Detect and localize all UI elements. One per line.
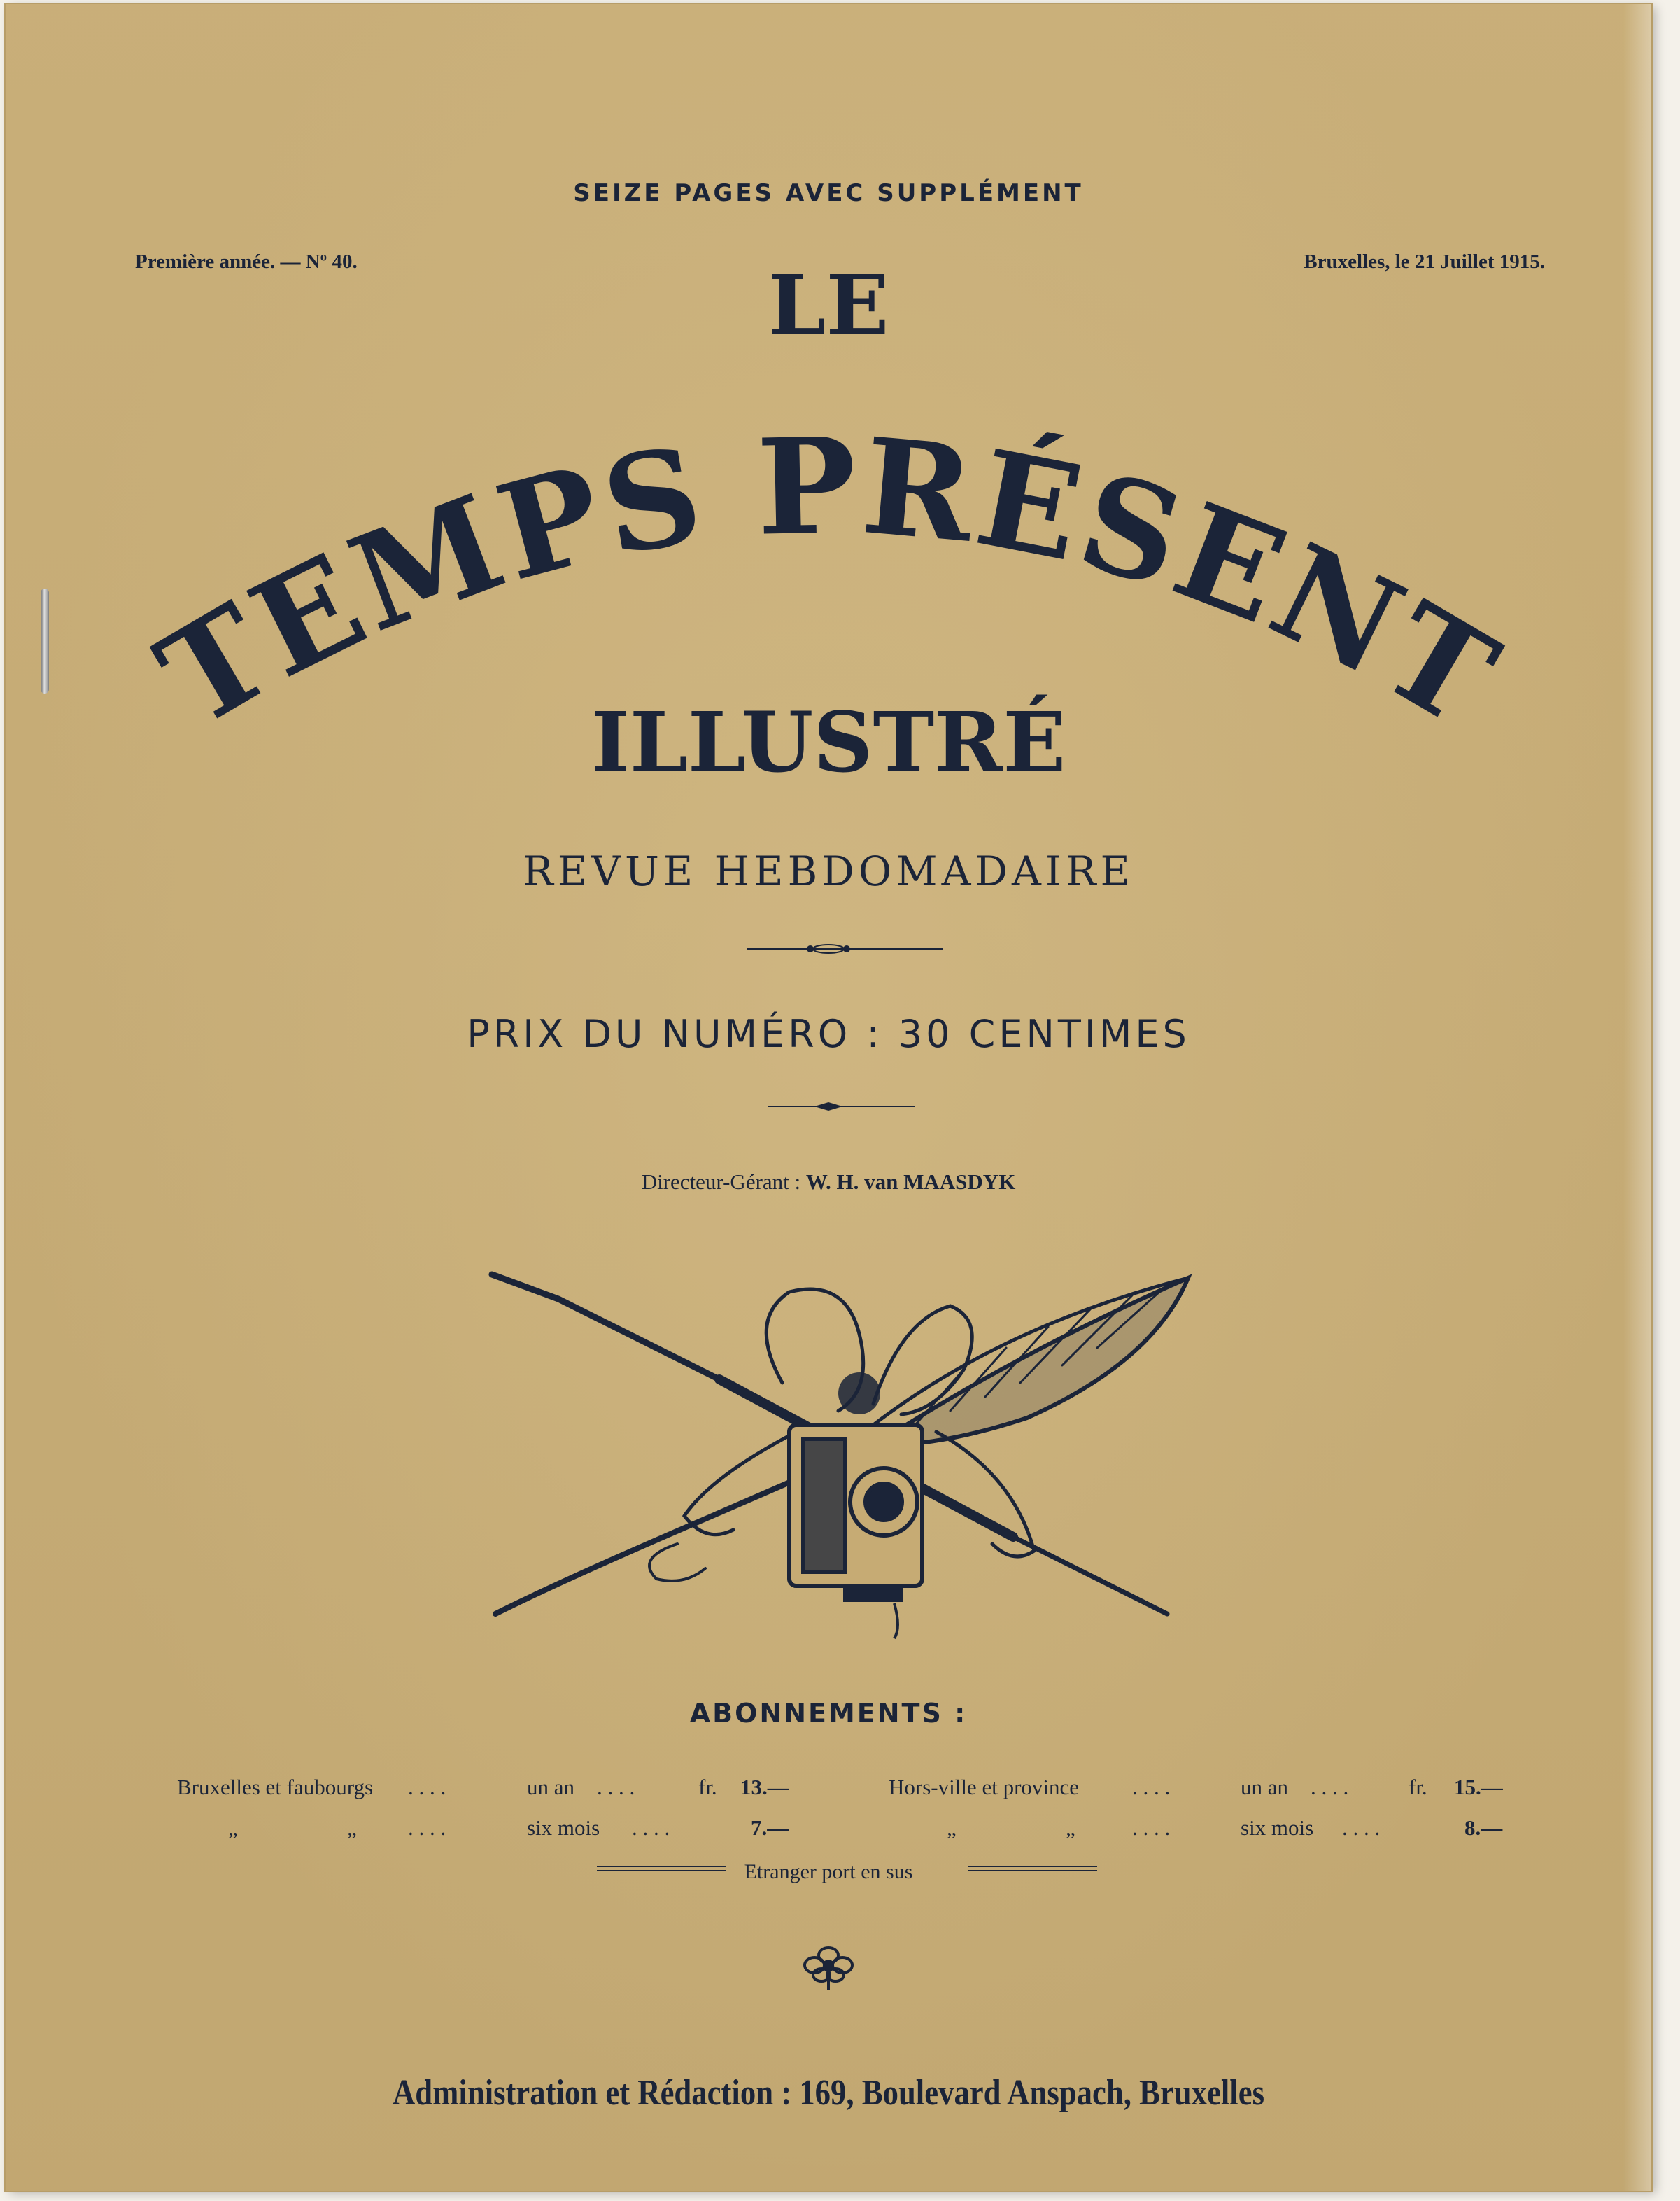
magazine-cover [6,4,1651,2191]
director-name: W. H. van MAASDYK [805,1169,1016,1194]
brussels-ditto-1: „ [228,1815,238,1840]
director-line [6,1169,1651,1195]
province-place: Hors-ville et province [889,1775,1080,1799]
double-rule-right [968,1862,1097,1876]
leader-dots: . . . . [597,1775,635,1799]
administration-address: Administration et Rédaction : 169, Boulevard Anspach, Bruxelles [392,2073,1264,2113]
brussels-year-price: 13.— [740,1775,789,1799]
leader-dots: . . . . [408,1775,446,1799]
leader-dots: . . . . [1342,1815,1381,1840]
title-le: LE [768,256,889,353]
leader-dots: . . . . [408,1815,446,1840]
province-half-price: 8.— [1464,1815,1503,1840]
issue-date: Bruxelles, le 21 Juillet 1915. [1304,251,1545,273]
ornament-divider-small [6,1099,1651,1113]
leader-dots: . . . . [632,1815,670,1840]
brussels-year-label: un an [527,1775,575,1799]
province-year-currency: fr. [1409,1775,1427,1799]
flower-ornament [800,1943,856,1992]
brussels-year-currency: fr. [698,1775,717,1799]
subtitle: REVUE HEBDOMADAIRE [523,848,1134,895]
brussels-half-label: six mois [527,1815,600,1840]
subscriptions-heading: ABONNEMENTS : [689,1698,968,1729]
brussels-half-price: 7.— [751,1815,789,1840]
province-half-label: six mois [1241,1815,1314,1840]
ornament-divider [6,938,1651,959]
province-year-price: 15.— [1454,1775,1503,1799]
title-main: TEMPS PRÉSENT [134,408,1523,758]
pen-quill-camera-vignette [481,1250,1209,1642]
brussels-place: Bruxelles et faubourgs [177,1775,374,1799]
leader-dots: . . . . [1311,1775,1349,1799]
province-ditto-1: „ [947,1815,957,1840]
director-label: Directeur-Gérant : [641,1169,801,1194]
issue-number: Première année. — Nº 40. [135,251,358,273]
foreign-note: Etranger port en sus [744,1860,913,1883]
leader-dots: . . . . [1132,1815,1171,1840]
leader-dots: . . . . [1132,1775,1171,1799]
pages-note: SEIZE PAGES AVEC SUPPLÉMENT [573,179,1084,207]
province-year-label: un an [1241,1775,1289,1799]
brussels-ditto-2: „ [347,1815,357,1840]
province-ditto-2: „ [1066,1815,1075,1840]
price-line: PRIX DU NUMÉRO : 30 CENTIMES [467,1012,1190,1056]
title-illustre: ILLUSTRÉ [591,694,1066,791]
